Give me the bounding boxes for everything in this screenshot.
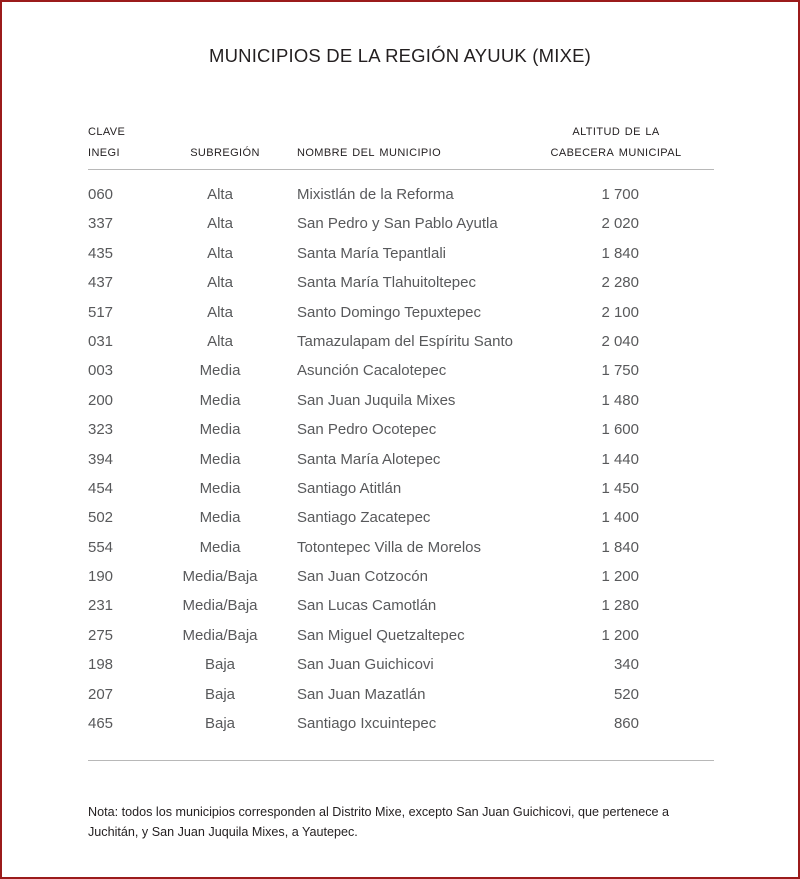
cell-nombre-municipio: San Lucas Camotlán: [297, 597, 437, 615]
cell-subregion: Alta: [207, 303, 233, 321]
page-title: MUNICIPIOS DE LA REGIÓN AYUUK (MIXE): [208, 45, 592, 66]
cell-clave-inegi: 200: [88, 391, 114, 409]
table-row: [88, 680, 714, 709]
column-header-subregion-label: subregión: [190, 143, 260, 160]
cell-subregion: Alta: [207, 244, 233, 262]
cell-altitud: 860: [613, 715, 639, 733]
cell-clave-inegi: 454: [88, 479, 114, 497]
cell-altitud: 1 480: [601, 391, 639, 409]
cell-altitud: 1 200: [601, 568, 639, 586]
cell-nombre-municipio: San Juan Mazatlán: [297, 685, 426, 703]
cell-clave-inegi: 437: [88, 274, 114, 292]
cell-clave-inegi: 003: [88, 362, 114, 380]
cell-nombre-municipio: Santiago Atitlán: [297, 479, 402, 497]
cell-altitud: 340: [613, 656, 639, 674]
table-header-row: [88, 114, 714, 169]
cell-subregion: Baja: [204, 656, 236, 674]
cell-clave-inegi: 465: [88, 715, 114, 733]
cell-subregion: Media/Baja: [182, 597, 258, 615]
cell-altitud: 1 840: [601, 244, 639, 262]
cell-subregion: Media: [199, 479, 241, 497]
table-row: [88, 209, 714, 238]
cell-clave-inegi: 207: [88, 685, 114, 703]
cell-altitud: 1 280: [601, 597, 639, 615]
cell-nombre-municipio: Santo Domingo Tepuxtepec: [297, 303, 482, 321]
cell-altitud: 2 040: [601, 332, 639, 350]
table-row: [88, 445, 714, 474]
cell-altitud: 1 400: [601, 509, 639, 527]
column-header-altitud-line1: altitud de la: [572, 122, 660, 139]
cell-subregion: Media: [199, 509, 241, 527]
table-row: [88, 533, 714, 562]
column-header-clave-inegi: [88, 120, 125, 162]
cell-subregion: Media/Baja: [182, 568, 258, 586]
table-row: [88, 474, 714, 503]
cell-subregion: Baja: [204, 715, 236, 733]
cell-subregion: Baja: [204, 685, 236, 703]
table-row: [88, 386, 714, 415]
cell-subregion: Alta: [207, 186, 233, 203]
cell-subregion: Alta: [207, 274, 233, 292]
cell-clave-inegi: 517: [88, 303, 114, 321]
cell-nombre-municipio: Mixistlán de la Reforma: [297, 186, 454, 203]
cell-clave-inegi: 323: [88, 421, 114, 439]
table-row: [88, 562, 714, 591]
table-body: [88, 170, 714, 738]
cell-nombre-municipio: Santa María Alotepec: [297, 450, 441, 468]
cell-subregion: Alta: [207, 332, 233, 350]
cell-nombre-municipio: Santa María Tlahuitoltepec: [297, 274, 476, 292]
cell-altitud: 1 440: [601, 450, 639, 468]
cell-nombre-municipio: San Juan Guichicovi: [297, 656, 434, 674]
column-header-altitud: [518, 120, 714, 162]
cell-nombre-municipio: Santa María Tepantlali: [297, 244, 446, 262]
cell-clave-inegi: 060: [88, 186, 114, 203]
table-row: [88, 298, 714, 327]
cell-clave-inegi: 337: [88, 215, 114, 233]
table-row: [88, 268, 714, 297]
column-header-clave-line2: inegi: [88, 143, 120, 160]
table-row: [88, 356, 714, 385]
table-row: [88, 650, 714, 679]
cell-clave-inegi: 031: [88, 332, 114, 350]
table-note: Nota: todos los municipios corresponden al Distrito Mixe, excepto San Juan Guichicovi, que pertenece a Juchitán, y San Juan Juquila Mixes, a Yautepec.: [88, 805, 670, 839]
footer-divider-rule: [88, 760, 714, 761]
cell-subregion: Media: [199, 450, 241, 468]
cell-nombre-municipio: San Pedro y San Pablo Ayutla: [297, 215, 498, 233]
cell-altitud: 1 840: [601, 538, 639, 556]
cell-subregion: Media: [199, 421, 241, 439]
cell-clave-inegi: 198: [88, 656, 114, 674]
cell-clave-inegi: 502: [88, 509, 114, 527]
cell-altitud: 1 600: [601, 421, 639, 439]
column-header-nombre-municipio: [297, 141, 441, 162]
table-row: [88, 503, 714, 532]
cell-altitud: 2 280: [601, 274, 639, 292]
cell-nombre-municipio: San Juan Juquila Mixes: [297, 391, 456, 409]
column-header-altitud-line2: cabecera municipal: [550, 143, 682, 160]
table-row: [88, 709, 714, 738]
cell-subregion: Media: [199, 391, 241, 409]
cell-nombre-municipio: Tamazulapam del Espíritu Santo: [297, 332, 513, 350]
cell-clave-inegi: 435: [88, 244, 114, 262]
cell-nombre-municipio: Santiago Ixcuintepec: [297, 715, 437, 733]
cell-subregion: Media/Baja: [182, 626, 258, 644]
cell-subregion: Media: [199, 538, 241, 556]
cell-clave-inegi: 190: [88, 568, 114, 586]
cell-altitud: 520: [613, 685, 639, 703]
cell-nombre-municipio: San Juan Cotzocón: [297, 568, 428, 586]
table-row: [88, 415, 714, 444]
column-header-nombre-label: nombre del municipio: [297, 143, 442, 160]
cell-clave-inegi: 394: [88, 450, 114, 468]
cell-subregion: Media: [199, 362, 241, 380]
cell-nombre-municipio: Totontepec Villa de Morelos: [297, 538, 481, 556]
column-header-clave-line1: clave: [88, 122, 126, 139]
cell-clave-inegi: 275: [88, 626, 114, 644]
cell-altitud: 1 200: [601, 626, 639, 644]
cell-clave-inegi: 554: [88, 538, 114, 556]
cell-nombre-municipio: San Miguel Quetzaltepec: [297, 626, 465, 644]
cell-altitud: 2 100: [601, 303, 639, 321]
column-header-subregion: [170, 141, 280, 162]
cell-nombre-municipio: San Pedro Ocotepec: [297, 421, 437, 439]
cell-nombre-municipio: Santiago Zacatepec: [297, 509, 431, 527]
cell-clave-inegi: 231: [88, 597, 114, 615]
cell-altitud: 2 020: [601, 215, 639, 233]
cell-altitud: 1 700: [601, 186, 639, 203]
cell-subregion: Alta: [207, 215, 233, 233]
municipalities-table: [88, 114, 714, 761]
cell-nombre-municipio: Asunción Cacalotepec: [297, 362, 447, 380]
cell-altitud: 1 450: [601, 479, 639, 497]
table-row: [88, 591, 714, 620]
table-row: [88, 239, 714, 268]
cell-altitud: 1 750: [601, 362, 639, 380]
table-row: [88, 621, 714, 650]
table-row: [88, 180, 714, 209]
table-row: [88, 327, 714, 356]
